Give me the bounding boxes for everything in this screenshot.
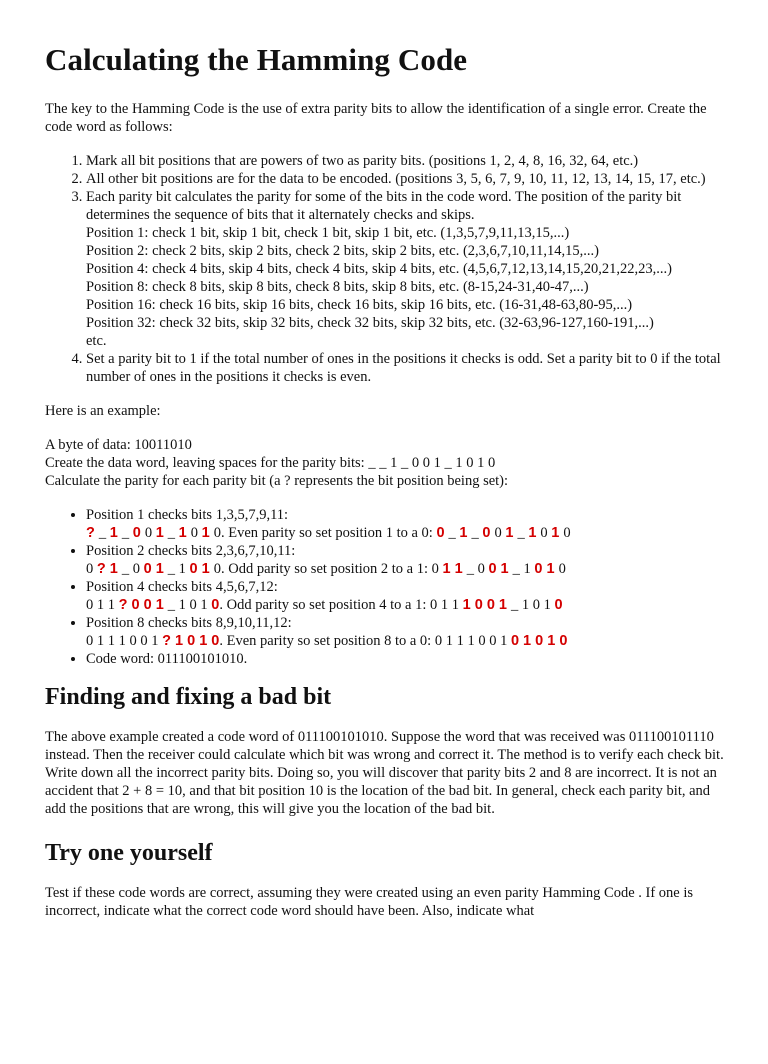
step-1: 1. Mark all bit positions that are powers of two as parity bits. (positions 1, 2, 4, 8, 16, 32, 64, etc.) xyxy=(86,152,734,170)
p4-heading: • Position 4 checks bits 4,5,6,7,12: xyxy=(86,579,278,595)
position-rule-etc: etc. xyxy=(86,333,107,349)
position-rule-16: Position 16: check 16 bits, skip 16 bits, check 16 bits, skip 16 bits, etc. (16-31,48-63,80-95,...) xyxy=(86,297,633,313)
p8-text: . Even parity so set position 8 to a 0: xyxy=(219,633,435,649)
position-rule-32: Position 32: check 32 bits, skip 32 bits, check 32 bits, skip 32 bits, etc. (32-63,96-127,160-191,...) xyxy=(86,315,654,331)
p2-bits: 0 ? 1 _ 0 0 1 _ 1 0 1 0. Odd parity so set position 2 to a 1: 0 1 1 _ 0 0 1 _ 1 0 1 0 xyxy=(86,561,566,577)
p4-text: . Odd parity so set position 4 to a 1: xyxy=(219,597,431,613)
parity-position-1 xyxy=(86,506,734,542)
document-page xyxy=(0,40,768,920)
step-3-text: Each parity bit calculates the parity for some of the bits in the code word. The position of the parity bit determines the sequence of bits that it alternately checks and skips. xyxy=(86,189,682,223)
position-rule-2: Position 2: check 2 bits, skip 2 bits, check 2 bits, skip 2 bits, etc. (2,3,6,7,10,11,14,15,...) xyxy=(86,243,599,259)
code-word-item: • Code word: 011100101010. xyxy=(86,650,734,668)
intro-paragraph: The key to the Hamming Code is the use of extra parity bits to allow the identification of a single error. Create the code word as follows: xyxy=(45,101,707,135)
p1-bits: ? _ 1 _ 0 0 1 _ 1 0 1 0. Even parity so set position 1 to a 0: 0 _ 1 _ 0 0 1 _ 1 0 1 0 xyxy=(86,525,571,541)
position-rule-1: Position 1: check 1 bit, skip 1 bit, check 1 bit, skip 1 bit, etc. (1,3,5,7,9,11,13,15,...) xyxy=(86,225,570,241)
try-paragraph: Test if these code words are correct, assuming they were created using an even parity Hamming Code . If one is incorrect, indicate what the correct code word should have been. Also, indicate what xyxy=(45,885,694,919)
example-setup xyxy=(45,436,734,490)
section-heading-try: Try one yourself xyxy=(45,840,213,866)
position-rule-8: Position 8: check 8 bits, skip 8 bits, check 8 bits, skip 8 bits, etc. (8-15,24-31,40-47,...) xyxy=(86,279,589,295)
calc-line: Calculate the parity for each parity bit (a ? represents the bit position being set): xyxy=(45,473,509,489)
step-2: 2. All other bit positions are for the data to be encoded. (positions 3, 5, 6, 7, 9, 10, 11, 12, 13, 14, 15, 17, etc.) xyxy=(86,170,734,188)
p1-heading: • Position 1 checks bits 1,3,5,7,9,11: xyxy=(86,507,289,523)
parity-calc-list xyxy=(45,506,734,668)
step-3 xyxy=(86,188,734,350)
parity-position-4 xyxy=(86,578,734,614)
parity-position-8 xyxy=(86,614,734,650)
position-rule-4: Position 4: check 4 bits, skip 4 bits, check 4 bits, skip 4 bits, etc. (4,5,6,7,12,13,14,15,20,21,22,23,...) xyxy=(86,261,673,277)
p4-bits: 0 1 1 ? 0 0 1 _ 1 0 1 0. Odd parity so set position 4 to a 1: 0 1 1 1 0 0 1 _ 1 0 1 0 xyxy=(86,597,563,613)
p2-text: . Odd parity so set position 2 to a 1: xyxy=(220,561,432,577)
section-heading-fixing: Finding and fixing a bad bit xyxy=(45,684,332,710)
example-heading: Here is an example: xyxy=(45,403,161,419)
p8-bits: 0 1 1 1 0 0 1 ? 1 0 1 0. Even parity so set position 8 to a 0: 0 1 1 1 0 0 1 0 1 0 1 0 xyxy=(86,633,568,649)
fixing-paragraph: The above example created a code word of 011100101010. Suppose the word that was received was 011100101110 instead. Then the receiver could calculate which bit was wrong and correct it. The method is to verify each check bit. Write down all the incorrect parity bits. Doing so, you will discover that parity bits 2 and 8 are incorrect. It is not an accident that 2 + 8 = 10, and that bit position 10 is the location of the bad bit. In general, check each parity bit, and add the positions that are wrong, this will give you the location of the bad bit. xyxy=(45,729,724,817)
data-word-line: Create the data word, leaving spaces for the parity bits: _ _ 1 _ 0 0 1 _ 1 0 1 0 xyxy=(45,455,496,471)
page-title: Calculating the Hamming Code xyxy=(45,42,468,77)
p1-text: . Even parity so set position 1 to a 0: xyxy=(220,525,437,541)
p2-heading: • Position 2 checks bits 2,3,6,7,10,11: xyxy=(86,543,296,559)
step-4: 4. Set a parity bit to 1 if the total number of ones in the positions it checks is odd. Set a parity bit to 0 if the total number of ones in the positions it checks is even. xyxy=(86,350,734,386)
parity-position-2 xyxy=(86,542,734,578)
p8-heading: • Position 8 checks bits 8,9,10,11,12: xyxy=(86,615,292,631)
steps-list xyxy=(45,152,734,386)
byte-line: A byte of data: 10011010 xyxy=(45,437,192,453)
